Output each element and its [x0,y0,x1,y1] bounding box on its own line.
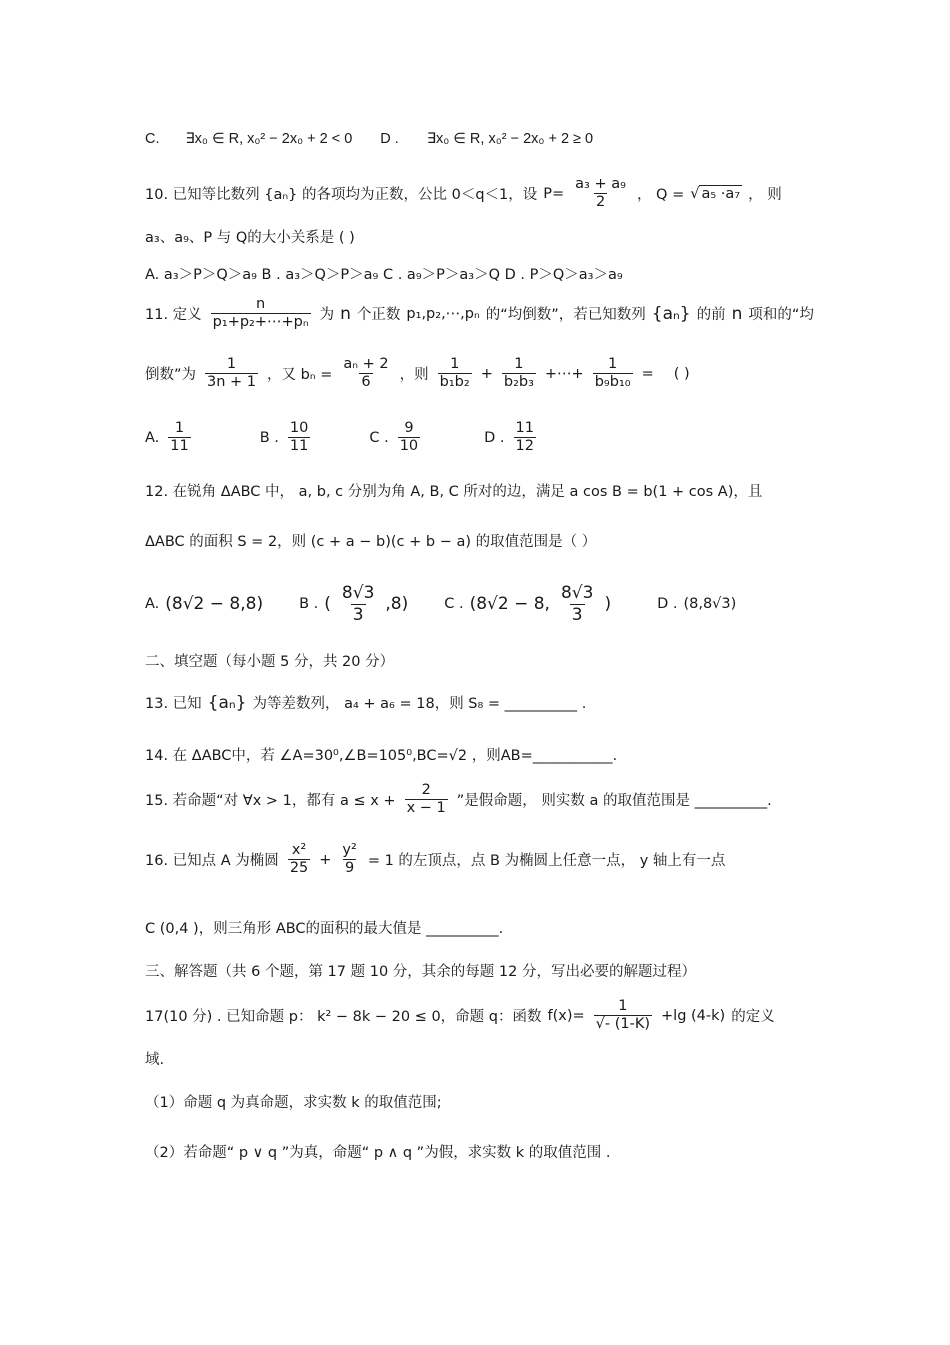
q13-lead: 13. 已知 [145,696,202,712]
q11-def-den: p₁+p₂+⋯+pₙ [212,313,309,330]
q16-lead: 16. 已知点 A 为椭圆 [145,853,279,870]
q11-opt-c-num: 9 [404,420,414,436]
q11-sum-t3-den: b₉b₁₀ [594,373,631,390]
q11-mid1: 为 [319,307,335,324]
q12-line2: ΔABC 的面积 S = 2，则 (c + a − b)(c + b − a) 的取值范围是（ ） [145,534,597,550]
q14-line: 14. 在 ΔABC中，若 ∠A=30⁰,∠B=105⁰,BC=√2 ，则AB=___________. [145,748,618,764]
q16-line2: C (0,4 )，则三角形 ABC的面积的最大值是 __________. [145,921,504,937]
q15-fraction [405,782,448,817]
q17-line1 [145,998,775,1033]
q11-n1: n [340,303,351,324]
q17-f-den: √- (1-K) [595,1015,651,1032]
q11-f1 [205,356,258,391]
q11-sum-eq: = [641,365,654,382]
q11-opt-d-label: D . [484,429,505,446]
q10-q-rad: a₅ ·a₇ [701,185,741,202]
q11-opt-c-label: C . [369,429,389,446]
q12-opt-b-post: ,8) [385,594,409,615]
section-solution-heading: 三、解答题（共 6 个题，第 17 题 10 分，其余的每题 12 分，写出必要的解题过程） [145,964,696,980]
q10-p-num: a₃ + a₉ [575,176,626,192]
q15-rest: ”是假命题， 则实数 a 的取值范围是 __________. [456,793,772,810]
q11-sum-t2-den: b₂b₃ [503,373,534,390]
q12-line1: 12. 在锐角 ΔABC 中， a, b, c 分别为角 A, B, C 所对的边，满足 a cos B = b(1 + cos A)，且 [145,484,763,500]
q13-line [145,692,586,713]
q12-opt-c-num: 8√3 [560,583,594,603]
q12-opt-c-pre: (8√2 − 8, [469,594,550,615]
q11-opt-a-num: 1 [174,420,185,436]
q11-mid4: 的前 [696,307,726,324]
q11-options [145,420,539,455]
q11-sum-t3 [593,356,633,391]
q11-line1 [145,296,814,331]
q10-line2: a₃、a₉、P 与 Q的大小关系是 ( ) [145,230,355,246]
q9-option-d-expr: ∃x₀ ∈ R, x₀² − 2x₀ + 2 ≥ 0 [426,131,594,147]
q12-opt-b-frac [340,584,376,625]
q11-opt-b-label: B . [259,429,279,446]
q12-opt-d-label: D . [657,596,678,613]
q11-set: {aₙ} [651,303,691,324]
q11-seq: p₁,p₂,⋯,pₙ [406,305,480,322]
q17-f-num: 1 [618,998,628,1014]
q17-f-fraction [594,998,652,1033]
q10-sqrt: √ a₅ ·a₇ [690,185,741,202]
q15-f-num: 2 [421,782,431,798]
q11-f2 [341,356,390,391]
q11-f2-den: 6 [361,373,371,390]
q12-opt-c-post: ) [604,594,612,615]
q17-lead: 17(10 分) . 已知命题 p： k² − 8k − 20 ≤ 0，命题 q：函数 [145,1009,542,1026]
q16-rest: = 1 的左顶点，点 B 为椭圆上任意一点， y 轴上有一点 [367,853,726,870]
q16-line1 [145,842,725,877]
q11-n2: n [731,303,743,324]
q11-mid2: 个正数 [356,307,401,324]
q10-line1 [145,176,782,211]
q16-f1-den: 25 [289,859,309,876]
q10-p-fraction [573,176,628,211]
q11-sum-t1-num: 1 [450,356,460,372]
q11-opt-b-frac [288,420,310,455]
q10-p-label: P= [543,185,565,202]
q12-options [145,584,736,625]
q9-option-c-label: C. [145,131,160,147]
q12-opt-b-label: B . [299,596,319,613]
q10-text-a: 10. 已知等比数列 {aₙ} 的各项均为正数，公比 0＜q＜1，设 [145,187,538,204]
q11-sum-t3-num: 1 [608,356,618,372]
q17-part2: （2）若命题“ p ∨ q ”为真，命题“ p ∧ q ”为假，求实数 k 的取值范围 . [145,1145,611,1161]
q13-set: {aₙ} [207,692,247,713]
q11-paren: ( ) [673,365,690,382]
q11-opt-d-num: 11 [515,420,534,436]
q15-f-den: x − 1 [406,799,446,816]
q9-option-c-expr: ∃x₀ ∈ R, x₀² − 2x₀ + 2 < 0 [185,131,353,147]
q16-f2-den: 9 [345,859,355,876]
q17-part1: （1）命题 q 为真命题，求实数 k 的取值范围; [145,1095,442,1111]
q9-option-d-label: D . [380,131,399,147]
q16-f1 [288,842,310,877]
q12-opt-c-label: C . [444,596,464,613]
q11-def-fraction [211,296,311,331]
q11-sum-plus: + [480,365,493,382]
q12-opt-d-expr: (8,8√3) [683,596,737,613]
q17-line2: 域. [145,1052,165,1068]
q11-mid5: 项和的“均 [748,307,814,324]
q9-options-cd [145,131,593,147]
q11-sum-t2-num: 1 [514,356,524,372]
q11-line2 [145,356,690,391]
q10-p-den: 2 [595,193,606,210]
q10-text-b: ， 则 [748,187,782,204]
section-fill-in-heading: 二、填空题（每小题 5 分，共 20 分） [145,654,395,670]
q16-f1-num: x² [291,842,307,858]
q11-f1-num: 1 [226,356,237,372]
q16-f2 [340,842,358,877]
q17-f-post: +lg (4-k) [661,1007,726,1024]
q11-opt-a-frac [168,420,190,455]
q12-opt-c-den: 3 [571,604,583,625]
q11-line2-then: ，则 [399,367,429,384]
q12-opt-b-num: 8√3 [341,583,375,603]
q15-line [145,782,772,817]
q11-opt-c-frac [398,420,420,455]
q11-f1-den: 3n + 1 [207,373,257,390]
q16-f2-num: y² [342,842,357,858]
q11-sum-t1 [438,356,472,391]
q11-sum-mid: +⋯+ [544,365,584,382]
q11-mid3: 的“均倒数”，若已知数列 [485,307,646,324]
q12-opt-b-pre: ( [324,594,331,615]
q15-lead: 15. 若命题“对 ∀x > 1，都有 a ≤ x + [145,793,396,810]
q11-sum-t1-den: b₁b₂ [439,373,470,390]
q11-opt-b-den: 11 [289,437,309,454]
q11-lead: 11. 定义 [145,307,202,324]
q10-q-label: ， Q = [636,187,685,204]
q17-tail: 的定义 [731,1009,775,1026]
q11-opt-d-frac [514,420,536,455]
q11-opt-b-num: 10 [289,420,309,436]
q11-opt-c-den: 10 [399,437,419,454]
q11-line2-lead: 倒数”为 [145,367,197,384]
q13-rest: 为等差数列， a₄ + a₆ = 18，则 S₈ = __________ . [252,696,587,712]
q11-f2-num: aₙ + 2 [343,356,389,372]
q12-opt-a-label: A. [145,596,160,613]
q12-opt-a-expr: (8√2 − 8,8) [165,594,264,615]
q11-def-num: n [256,296,266,312]
q11-opt-a-den: 11 [170,437,189,454]
q17-f-pre: f(x)= [547,1007,585,1024]
q11-sum-t2 [502,356,536,391]
q11-opt-d-den: 12 [515,437,534,454]
q12-opt-b-den: 3 [352,604,364,625]
q12-opt-c-frac [559,584,595,625]
q16-plus: + [319,851,332,868]
q11-line2-mid: ，又 bₙ = [267,367,333,384]
q10-options: A. a₃＞P＞Q＞a₉ B . a₃＞Q＞P＞a₉ C . a₉＞P＞a₃＞Q D . P＞Q＞a₃＞a₉ [145,267,623,283]
q11-opt-a-label: A. [145,429,160,446]
